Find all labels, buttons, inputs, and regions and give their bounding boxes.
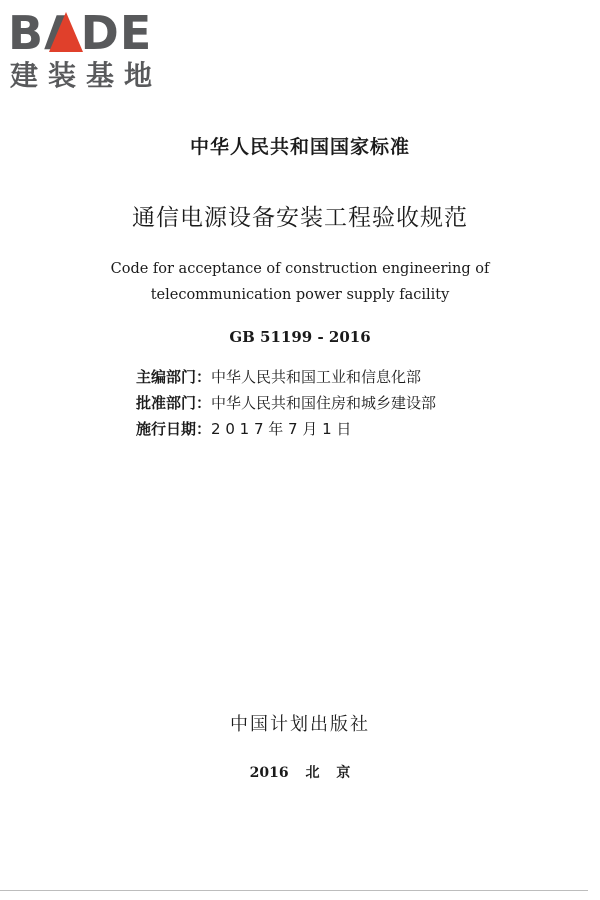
logo-triangle-icon [49,12,83,52]
chief-editor-label: 主编部门： [136,368,212,386]
publisher-name: 中国计划出版社 [230,714,370,735]
approval-row [136,390,436,416]
title-english-line-1: Code for acceptance of construction engineering of [110,261,490,277]
effective-date-label: 施行日期： [136,420,212,438]
logo-wordmark: BADE [8,6,153,60]
effective-date-value: 2 0 1 7 年 7 月 1 日 [211,420,352,438]
bade-logo [8,8,178,94]
publication-place-year: 2016 北 京 [249,765,351,781]
chief-editor-value: 中华人民共和国工业和信息化部 [211,368,422,386]
approval-value: 中华人民共和国住房和城乡建设部 [211,394,437,412]
approval-label: 批准部门： [136,394,212,412]
standard-code: GB 51199 - 2016 [229,328,371,346]
title-english [0,256,600,308]
effective-date-row [136,416,436,442]
title-chinese: 通信电源设备安装工程验收规范 [132,205,468,231]
chief-editor-row [136,364,436,390]
bottom-divider [0,890,588,891]
logo-subtitle: 建装基地 [10,59,163,92]
title-english-line-2: telecommunication power supply facility [150,287,450,303]
standard-type-heading: 中华人民共和国国家标准 [189,136,410,158]
metadata-block [136,364,436,442]
